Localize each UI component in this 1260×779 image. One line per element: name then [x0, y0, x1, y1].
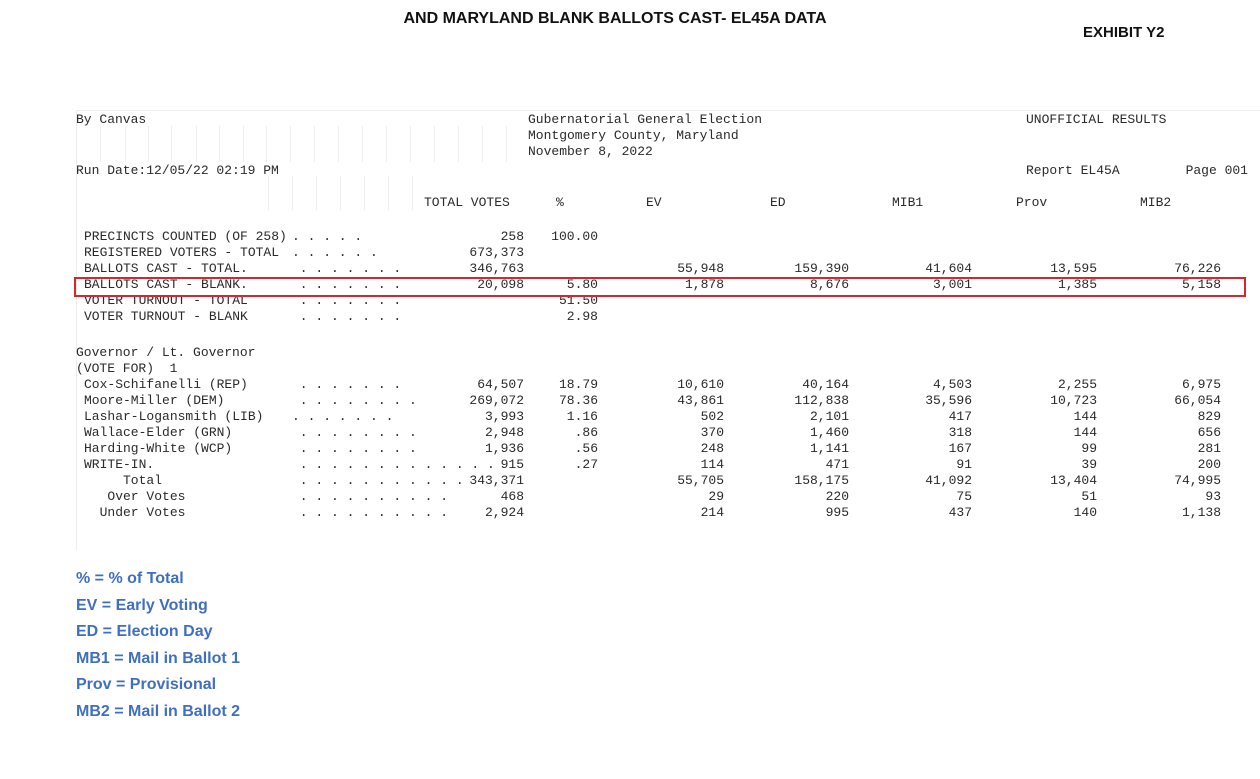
faint-gridline [148, 126, 149, 162]
row-label: Over Votes [84, 489, 186, 504]
row-value: 656 [1197, 425, 1221, 440]
row-value: 2.98 [566, 309, 598, 324]
report-id: Report EL45A [1026, 163, 1120, 178]
row-value: 673,373 [469, 245, 524, 260]
row-value: 51.50 [558, 293, 598, 308]
faint-gridline [219, 126, 220, 162]
abbreviation-legend [76, 566, 240, 725]
leader-dots: . . . . . . . . [292, 425, 417, 440]
row-value: .27 [574, 457, 598, 472]
row-value: 417 [948, 409, 972, 424]
leader-dots: . . . . . . . [292, 277, 402, 292]
leader-dots: . . . . . . . . . . [292, 505, 449, 520]
row-label: Cox-Schifanelli (REP) [84, 377, 248, 392]
leader-dots: . . . . . . . . . . . . . [292, 457, 495, 472]
legend-item: % = % of Total [76, 570, 184, 587]
run-date: Run Date:12/05/22 02:19 PM [76, 163, 279, 178]
faint-gridline [100, 126, 101, 162]
row-value: 318 [948, 425, 972, 440]
column-header: MIB1 [892, 195, 924, 210]
leader-dots: . . . . . . . [292, 409, 394, 424]
row-value: 437 [948, 505, 972, 520]
row-value: 1,936 [484, 441, 524, 456]
row-label: Moore-Miller (DEM) [84, 393, 225, 408]
leader-dots: . . . . . [292, 229, 363, 244]
row-value: 346,763 [469, 261, 524, 276]
faint-gridline [340, 176, 341, 210]
legend-item: MB1 = Mail in Ballot 1 [76, 649, 241, 667]
row-value: 112,838 [794, 393, 849, 408]
column-header: MIB2 [1140, 195, 1172, 210]
vote-for-label: (VOTE FOR) 1 [76, 361, 178, 376]
row-value: 915 [500, 457, 524, 472]
row-value: 8,676 [809, 277, 849, 292]
election-line-1: Gubernatorial General Election [528, 112, 763, 127]
row-value: 2,948 [484, 425, 524, 440]
el45a-report [0, 104, 1260, 550]
row-value: 281 [1197, 441, 1221, 456]
row-value: 2,101 [809, 409, 849, 424]
row-value: 248 [700, 441, 724, 456]
column-header: % [556, 195, 564, 210]
report-top-rule [76, 110, 1260, 111]
row-value: 1,141 [809, 441, 849, 456]
row-value: 99 [1081, 441, 1097, 456]
faint-gridline [362, 126, 363, 162]
row-value: 20,098 [477, 277, 524, 292]
row-value: 75 [956, 489, 972, 504]
row-value: 4,503 [932, 377, 972, 392]
faint-gridline [386, 126, 387, 162]
row-value: 214 [700, 505, 724, 520]
row-value: 41,092 [925, 473, 972, 488]
row-value: 200 [1197, 457, 1221, 472]
row-value: 343,371 [469, 473, 524, 488]
row-value: 43,861 [677, 393, 724, 408]
faint-gridline [338, 126, 339, 162]
leader-dots: . . . . . . . [292, 309, 402, 324]
row-value: 35,596 [925, 393, 972, 408]
faint-gridline [458, 126, 459, 162]
column-header: EV [646, 195, 662, 210]
row-value: 114 [700, 457, 724, 472]
leader-dots: . . . . . . . . . . [292, 489, 449, 504]
row-label: Total [84, 473, 163, 488]
row-value: 74,995 [1174, 473, 1221, 488]
legend-item: Prov = Provisional [76, 676, 217, 693]
row-value: 269,072 [469, 393, 524, 408]
faint-gridline [292, 176, 293, 210]
row-value: 220 [825, 489, 849, 504]
row-value: 100.00 [551, 229, 598, 244]
document-title: AND MARYLAND BLANK BALLOTS CAST- EL45A DATA [403, 10, 827, 27]
row-value: .86 [574, 425, 598, 440]
faint-gridline [196, 126, 197, 162]
faint-gridline [506, 126, 507, 162]
row-label: Lashar-Logansmith (LIB) [84, 409, 264, 424]
legend-item: MB2 = Mail in Ballot 2 [76, 702, 241, 720]
blank-ballots-highlight-box [74, 277, 1246, 297]
leader-dots: . . . . . . . . [292, 393, 417, 408]
faint-gridline [171, 126, 172, 162]
row-label: BALLOTS CAST - TOTAL. [84, 261, 248, 276]
row-value: 76,226 [1174, 261, 1221, 276]
row-value: 5,158 [1181, 277, 1221, 292]
leader-dots: . . . . . . . [292, 377, 402, 392]
row-value: 55,948 [677, 261, 724, 276]
faint-gridline [243, 126, 244, 162]
row-value: 10,723 [1050, 393, 1097, 408]
legend-item: ED = Election Day [76, 623, 213, 640]
faint-gridline [410, 126, 411, 162]
row-label: Harding-White (WCP) [84, 441, 233, 456]
row-value: 6,975 [1181, 377, 1221, 392]
row-value: 829 [1197, 409, 1221, 424]
row-label: WRITE-IN. [84, 457, 155, 472]
leader-dots: . . . . . . . . [292, 441, 417, 456]
row-value: 1,460 [809, 425, 849, 440]
faint-gridline [125, 126, 126, 162]
faint-gridline [314, 126, 315, 162]
row-value: 18.79 [558, 377, 598, 392]
column-header: ED [770, 195, 786, 210]
page-number: Page 001 [1185, 163, 1248, 178]
row-value: 140 [1073, 505, 1097, 520]
column-header: Prov [1016, 195, 1048, 210]
row-value: 5.80 [566, 277, 598, 292]
row-value: 93 [1205, 489, 1221, 504]
row-value: 13,595 [1050, 261, 1097, 276]
contest-title: Governor / Lt. Governor [76, 345, 256, 360]
row-value: 39 [1081, 457, 1097, 472]
leader-dots: . . . . . . . [292, 293, 402, 308]
row-value: 258 [500, 229, 524, 244]
row-value: 1.16 [566, 409, 598, 424]
row-value: 159,390 [794, 261, 849, 276]
row-value: 66,054 [1174, 393, 1221, 408]
by-canvas-label: By Canvas [76, 112, 147, 127]
row-label: Wallace-Elder (GRN) [84, 425, 233, 440]
row-value: 55,705 [677, 473, 724, 488]
faint-gridline [482, 126, 483, 162]
leader-dots: . . . . . . [292, 245, 378, 260]
faint-gridline [266, 126, 267, 162]
row-value: 468 [500, 489, 524, 504]
faint-gridline [290, 126, 291, 162]
row-value: 64,507 [477, 377, 524, 392]
leader-dots: . . . . . . . [292, 261, 402, 276]
row-value: 3,001 [932, 277, 972, 292]
leader-dots: . . . . . . . . . . . [292, 473, 464, 488]
unofficial-results-label: UNOFFICIAL RESULTS [1026, 112, 1167, 127]
row-label: Under Votes [84, 505, 186, 520]
row-value: 2,255 [1057, 377, 1097, 392]
row-label: BALLOTS CAST - BLANK. [84, 277, 248, 292]
faint-gridline [268, 176, 269, 210]
row-value: 995 [825, 505, 849, 520]
row-value: 41,604 [925, 261, 972, 276]
faint-gridline [412, 176, 413, 210]
row-value: 2,924 [484, 505, 524, 520]
row-value: 29 [708, 489, 724, 504]
row-value: 1,878 [684, 277, 724, 292]
row-value: 471 [825, 457, 849, 472]
row-value: 13,404 [1050, 473, 1097, 488]
row-label: VOTER TURNOUT - BLANK [84, 309, 248, 324]
row-value: 370 [700, 425, 724, 440]
legend-item: EV = Early Voting [76, 596, 208, 614]
row-value: 502 [700, 409, 724, 424]
row-label: PRECINCTS COUNTED (OF 258) [84, 229, 287, 244]
election-line-2: Montgomery County, Maryland [528, 128, 739, 143]
column-header: TOTAL VOTES [424, 195, 510, 210]
row-value: 91 [956, 457, 972, 472]
row-value: 10,610 [677, 377, 724, 392]
row-value: 144 [1073, 425, 1097, 440]
row-value: 167 [948, 441, 972, 456]
row-value: 1,138 [1181, 505, 1221, 520]
faint-gridline [434, 126, 435, 162]
row-value: 3,993 [484, 409, 524, 424]
faint-gridline [364, 176, 365, 210]
row-label: VOTER TURNOUT - TOTAL [84, 293, 248, 308]
faint-gridline [388, 176, 389, 210]
row-label: REGISTERED VOTERS - TOTAL [84, 245, 280, 260]
row-value: 40,164 [802, 377, 849, 392]
row-value: 78.36 [558, 393, 598, 408]
row-value: 51 [1081, 489, 1097, 504]
exhibit-label: EXHIBIT Y2 [1083, 24, 1165, 41]
row-value: .56 [574, 441, 598, 456]
row-value: 144 [1073, 409, 1097, 424]
row-value: 1,385 [1057, 277, 1097, 292]
election-line-3: November 8, 2022 [528, 144, 653, 159]
row-value: 158,175 [794, 473, 849, 488]
faint-gridline [316, 176, 317, 210]
